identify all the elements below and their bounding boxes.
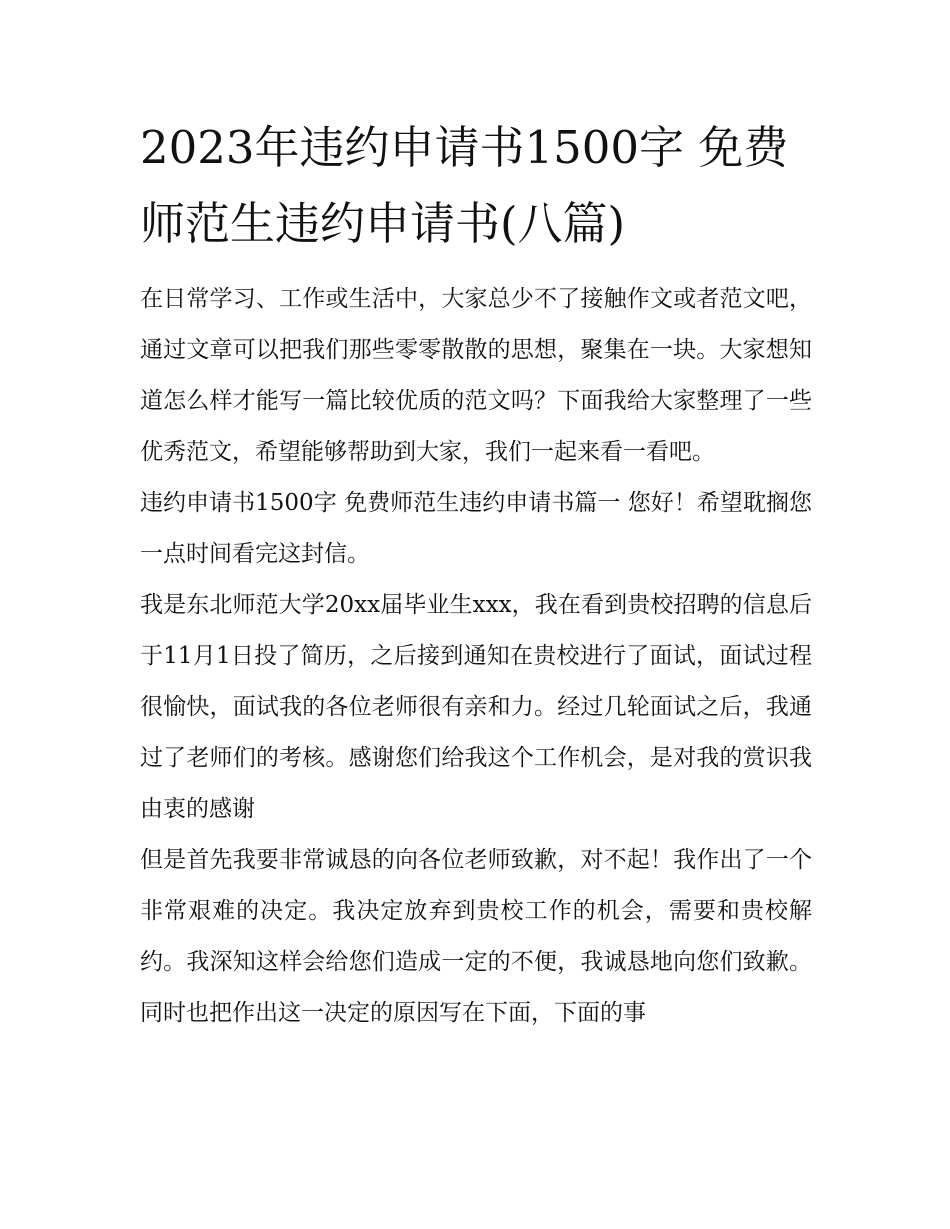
document-page (140, 110, 812, 1039)
document-body (140, 274, 812, 1039)
document-title: 2023年违约申请书1500字 免费师范生违约申请书(八篇) (140, 121, 789, 250)
paragraph-background: 我是东北师范大学20xx届毕业生xxx，我在看到贵校招聘的信息后于11月1日投了简历，之后接到通知在贵校进行了面试，面试过程很愉快，面试我的各位老师很有亲和力。经过几轮面试之后，我通过了老师们的考核。感谢您们给我这个工作机会，是对我的赏识我由衷的感谢 (140, 592, 812, 822)
paragraph-heading-part-one: 违约申请书1500字 免费师范生违约申请书篇一 您好！希望耽搁您一点时间看完这封信。 (140, 490, 812, 567)
paragraph-apology: 但是首先我要非常诚恳的向各位老师致歉，对不起！我作出了一个非常艰难的决定。我决定放弃到贵校工作的机会，需要和贵校解约。我深知这样会给您们造成一定的不便，我诚恳地向您们致歉。同时也把作出这一决定的原因写在下面，下面的事 (140, 847, 812, 1026)
paragraph-intro: 在日常学习、工作或生活中，大家总少不了接触作文或者范文吧，通过文章可以把我们那些零零散散的思想，聚集在一块。大家想知道怎么样才能写一篇比较优质的范文吗？下面我给大家整理了一些优秀范文，希望能够帮助到大家，我们一起来看一看吧。 (140, 286, 812, 465)
